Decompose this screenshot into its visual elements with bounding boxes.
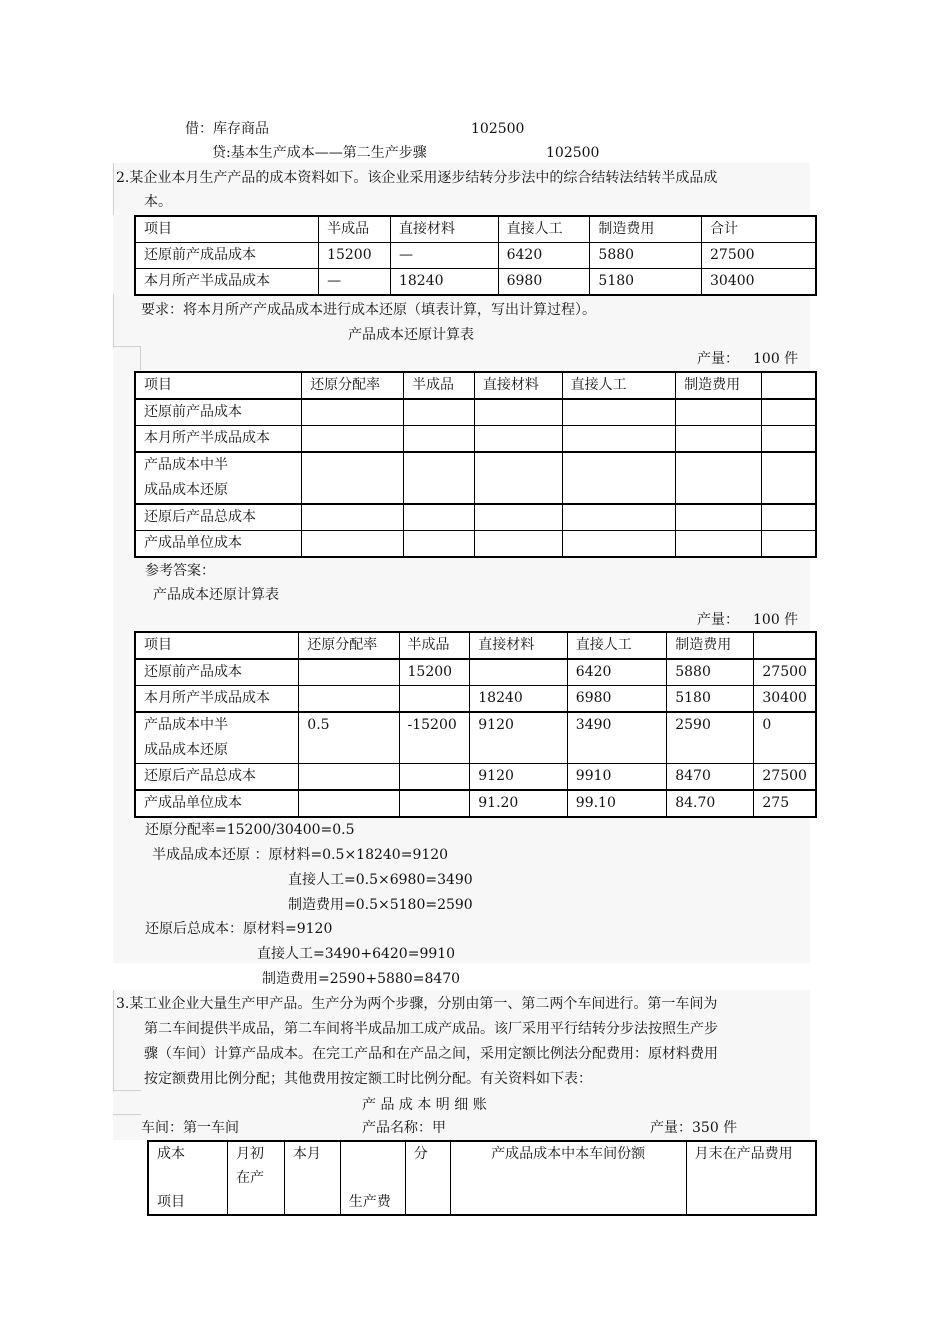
table-cell: 18240 [390,269,498,296]
table-cell [761,504,816,531]
ledger-header-text: 项目 [157,1194,185,1210]
table-row [135,452,816,504]
table-cell [403,399,474,426]
table-cell: 2590 [667,712,754,764]
ledger-output: 产量：350 件 [650,1120,738,1136]
table-cell: 84.70 [667,790,754,817]
table-cell: 8470 [667,764,754,791]
table-cell [299,764,399,791]
credit-line: 贷:基本生产成本——第二生产步骤 [212,145,427,161]
table-cell: — [390,243,498,269]
table-row [135,504,816,531]
table-header-cell [761,372,816,399]
table-cell [399,764,470,791]
table-cell [470,659,568,686]
table-cell [299,686,399,713]
ledger-workshop: 车间：第一车间 [141,1120,239,1136]
debit-line: 借：库存商品 [185,121,269,137]
table-cell: 产成品单位成本 [135,531,302,558]
table-cell: 6420 [498,243,590,269]
q3-text-line: 第二车间提供半成品，第二车间将半成品加工成产成品。该厂采用平行结转分步法按照生产步 [144,1021,718,1037]
table-row [135,764,816,791]
table-cell: 本月所产半成品成本 [135,269,319,296]
table-header-row [135,216,816,243]
table-header-cell: 半成品 [399,632,470,659]
ledger-header-text: 产成品成本中本车间份额 [491,1146,646,1162]
table-cell: 0.5 [299,712,399,764]
table-header-cell: 还原分配率 [302,372,404,399]
table-header-cell: 项目 [135,632,299,659]
table-cell [302,426,404,453]
table-header-cell [754,632,816,659]
table-cell [299,790,399,817]
table-cell [676,426,762,453]
table-cell: 3490 [567,712,666,764]
table-cell [474,504,562,531]
frame-line [113,990,114,1090]
table-header-cell: 制造费用 [590,216,702,243]
table-cell [761,531,816,558]
ledger-title: 产 品 成 本 明 细 账 [362,1097,487,1113]
table-cell [676,504,762,531]
ledger-header-text: 在产 [236,1170,265,1186]
table-cell: 本月所产半成品成本 [135,426,302,453]
table-header-cell: 项目 [135,372,302,399]
q2-data-table [134,215,817,296]
table-cell: 6980 [498,269,590,296]
answer-output-label: 产量： [697,612,739,628]
calc-total-overhead: 制造费用=2590+5880=8470 [262,971,461,987]
table-cell [403,504,474,531]
blank-table-title: 产品成本还原计算表 [348,327,474,343]
ledger-header-text: 成本 [157,1146,185,1162]
q2-text-line1: 2.某企业本月生产产品的成本资料如下。该企业采用逐步结转分步法中的综合结转法结转半成品成 [116,170,718,186]
table-cell: 91.20 [470,790,568,817]
frame-line [113,346,141,347]
table-cell: 18240 [470,686,568,713]
table-cell: 还原前产品成本 [135,659,299,686]
ledger-header-text: 月初 [236,1146,265,1162]
table-row [135,712,816,764]
blank-restoration-table [134,371,817,558]
table-cell: 30400 [754,686,816,713]
table-cell [399,686,470,713]
table-cell [302,452,404,504]
q3-text-line: 按定额费用比例分配；其他费用按定额工时比例分配。有关资料如下表： [144,1071,592,1087]
frame-line [113,1114,141,1115]
table-header-cell: 合计 [702,216,817,243]
credit-amount: 102500 [546,145,600,161]
output-label: 产量： [697,351,739,367]
table-row [135,269,816,296]
table-row [135,426,816,453]
table-cell: 6980 [567,686,666,713]
table-cell [562,399,675,426]
table-header-cell: 直接人工 [562,372,675,399]
table-cell [761,426,816,453]
table-header-row [135,632,816,659]
table-cell [403,426,474,453]
table-cell [761,399,816,426]
ledger-header-text: 本月 [292,1146,321,1162]
table-header-cell: 直接材料 [390,216,498,243]
table-cell [302,399,404,426]
table-cell [474,399,562,426]
table-header-cell [340,1141,405,1215]
table-row [135,790,816,817]
table-cell: 还原前产成品成本 [135,243,319,269]
table-header-row [135,372,816,399]
q2-text-line2: 本。 [144,194,172,210]
table-header-cell [405,1141,450,1215]
table-cell [399,790,470,817]
table-header-cell: 还原分配率 [299,632,399,659]
frame-line [113,1090,141,1091]
table-cell [474,452,562,504]
calc-rate: 还原分配率=15200/30400=0.5 [145,822,355,838]
frame-line [113,163,114,215]
table-cell [676,399,762,426]
q3-text-line: 骤（车间）计算产品成本。在完工产品和在产品之间，采用定额比例法分配费用：原材料费用 [144,1046,718,1062]
table-cell [676,452,762,504]
table-cell [302,504,404,531]
table-cell: -15200 [399,712,470,764]
table-header-cell: 直接人工 [567,632,666,659]
table-cell: 5880 [667,659,754,686]
table-row [135,243,816,269]
ledger-header-text: 月末在产品费用 [694,1146,793,1162]
calc-total-labor: 直接人工=3490+6420=9910 [257,946,456,962]
table-cell [562,504,675,531]
table-header-cell [450,1141,686,1215]
table-header-cell: 直接人工 [498,216,590,243]
table-cell: 本月所产半成品成本 [135,686,299,713]
table-cell [562,452,675,504]
table-cell [761,452,816,504]
q2-requirement: 要求：将本月所产产成品成本进行成本还原（填表计算，写出计算过程）。 [141,302,596,318]
answer-table-title: 产品成本还原计算表 [153,587,279,603]
table-cell [562,426,675,453]
ledger-product: 产品名称：甲 [362,1120,446,1136]
table-cell: 9120 [470,712,568,764]
table-header-row [148,1141,816,1215]
table-cell: 6420 [567,659,666,686]
table-cell: 产成品单位成本 [135,790,299,817]
calc-semi-material: 半成品成本还原 ：原材料=0.5×18240=9120 [152,847,449,863]
table-cell [676,531,762,558]
table-cell: 27500 [702,243,817,269]
table-cell: 275 [754,790,816,817]
table-header-cell: 半成品 [403,372,474,399]
answer-label: 参考答案： [145,563,215,579]
table-cell [403,531,474,558]
table-header-cell [284,1141,340,1215]
calc-semi-overhead: 制造费用=0.5×5180=2590 [288,897,473,913]
debit-amount: 102500 [471,121,525,137]
table-cell: 还原前产品成本 [135,399,302,426]
table-header-cell [686,1141,816,1215]
calc-semi-labor: 直接人工=0.5×6980=3490 [288,872,473,888]
table-cell [474,426,562,453]
table-cell: 0 [754,712,816,764]
table-cell: 27500 [754,659,816,686]
calc-total-material: 还原后总成本：原材料=9120 [145,921,333,937]
table-cell: 9120 [470,764,568,791]
table-cell [403,452,474,504]
table-cell: 27500 [754,764,816,791]
cost-ledger-table [147,1140,817,1216]
table-cell: 还原后产品总成本 [135,764,299,791]
table-cell: 9910 [567,764,666,791]
q3-text-line: 3.某工业企业大量生产甲产品。生产分为两个步骤，分别由第一、第二两个车间进行。第一车间为 [116,996,718,1012]
table-cell: 产品成本中半 成品成本还原 [135,712,299,764]
table-header-cell: 项目 [135,216,319,243]
table-cell: 15200 [399,659,470,686]
table-cell: 产品成本中半 成品成本还原 [135,452,302,504]
frame-line [140,346,141,370]
ledger-header-text: 生产费 [348,1194,391,1210]
frame-line [113,294,114,346]
answer-restoration-table [134,631,817,818]
table-cell: 5180 [667,686,754,713]
answer-output-value: 100 件 [753,612,799,628]
table-cell: 30400 [702,269,817,296]
table-header-cell: 直接材料 [470,632,568,659]
table-cell [302,531,404,558]
table-cell: — [319,269,391,296]
ledger-header-text: 分 [413,1146,428,1162]
table-cell: 99.10 [567,790,666,817]
table-cell [474,531,562,558]
table-cell: 还原后产品总成本 [135,504,302,531]
table-header-cell [148,1141,228,1215]
table-row [135,659,816,686]
table-header-cell [228,1141,285,1215]
table-cell: 5880 [590,243,702,269]
table-row [135,399,816,426]
table-header-cell: 制造费用 [667,632,754,659]
table-cell: 15200 [319,243,391,269]
table-header-cell: 直接材料 [474,372,562,399]
table-row [135,686,816,713]
table-cell [562,531,675,558]
table-header-cell: 半成品 [319,216,391,243]
table-cell [299,659,399,686]
output-value: 100 件 [753,351,799,367]
table-cell: 5180 [590,269,702,296]
table-header-cell: 制造费用 [676,372,762,399]
table-row [135,531,816,558]
